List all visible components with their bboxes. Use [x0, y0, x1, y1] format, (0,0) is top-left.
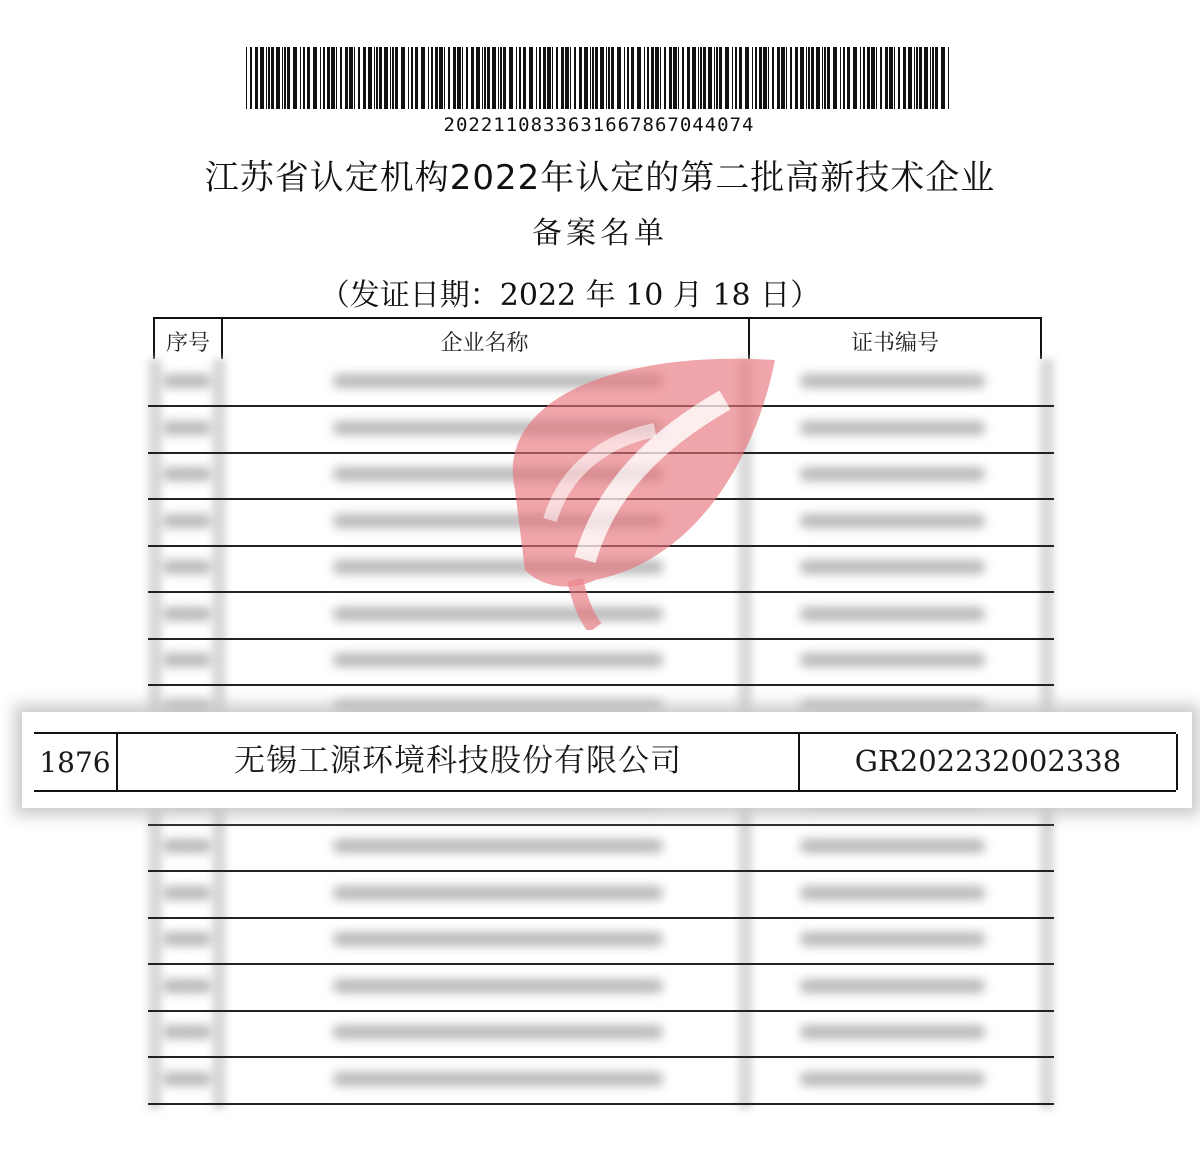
redacted-seq	[162, 979, 212, 993]
barcode-bar	[735, 47, 737, 109]
barcode-bar	[287, 47, 290, 109]
barcode-bar	[255, 47, 258, 109]
barcode-bar	[924, 47, 928, 109]
barcode-bar	[392, 47, 394, 109]
redacted-company-name	[333, 886, 663, 900]
barcode-bar	[795, 47, 798, 109]
barcode-bar	[871, 47, 875, 109]
barcode-bar	[876, 47, 877, 109]
barcode-bar	[498, 47, 499, 109]
redacted-company-name	[333, 932, 663, 946]
barcode-bar	[768, 47, 769, 109]
barcode-bar	[637, 47, 641, 109]
barcode-bar	[457, 47, 461, 109]
redacted-seq	[162, 653, 212, 667]
barcode-bar	[552, 47, 553, 109]
barcode-bar	[327, 47, 330, 109]
barcode-bar	[777, 47, 780, 109]
barcode-bar	[708, 47, 712, 109]
barcode-bar	[624, 47, 625, 109]
barcode-bar	[484, 47, 486, 109]
barcode-bar	[503, 47, 506, 109]
barcode-bar	[755, 47, 757, 109]
barcode-bar	[529, 47, 533, 109]
barcode-bar	[570, 47, 571, 109]
barcode-bar	[300, 47, 301, 109]
header-company-name: 企业名称	[221, 319, 750, 359]
barcode-bar	[384, 47, 388, 109]
barcode-bar	[363, 47, 366, 109]
redacted-company-name	[333, 839, 663, 853]
highlighted-seq: 1876	[34, 734, 118, 790]
redacted-row	[148, 638, 1054, 686]
barcode-bar	[268, 47, 270, 109]
barcode-bar	[880, 47, 882, 109]
highlighted-certificate-number: GR202232002338	[800, 734, 1178, 790]
redacted-company-name	[333, 653, 663, 667]
barcode-bar	[627, 47, 629, 109]
redacted-certificate	[800, 1072, 985, 1086]
barcode-bar	[860, 47, 861, 109]
redacted-seq	[162, 1072, 212, 1086]
barcode-bar	[698, 47, 699, 109]
barcode-bar	[863, 47, 865, 109]
barcode-bar	[655, 47, 659, 109]
redacted-seq	[162, 514, 212, 528]
barcode-bar	[800, 47, 804, 109]
barcode-bar	[519, 47, 521, 109]
barcode-bar	[611, 47, 614, 109]
barcode-bar	[673, 47, 677, 109]
barcode-bar	[647, 47, 649, 109]
barcode-bar	[703, 47, 706, 109]
barcode-bar	[606, 47, 607, 109]
barcode-bar	[763, 47, 767, 109]
redacted-row	[148, 1010, 1054, 1058]
barcode-bar	[806, 47, 807, 109]
barcode-bar	[307, 47, 310, 109]
redacted-company-name	[333, 1072, 663, 1086]
barcode-bar	[379, 47, 382, 109]
highlighted-row	[22, 712, 1192, 808]
barcode-bar	[536, 47, 537, 109]
barcode-bar	[678, 47, 679, 109]
barcode-bar	[579, 47, 582, 109]
barcode-bar	[644, 47, 645, 109]
barcode-bar	[444, 47, 445, 109]
barcode-bar	[293, 47, 297, 109]
barcode-bar	[401, 47, 405, 109]
barcode-bar	[700, 47, 702, 109]
redacted-seq	[162, 421, 212, 435]
barcode-bar	[827, 47, 830, 109]
barcode-bar	[561, 47, 564, 109]
barcode-bar	[266, 47, 267, 109]
barcode-bar	[547, 47, 551, 109]
barcode-bar	[840, 47, 841, 109]
barcode-bar	[271, 47, 274, 109]
barcode-bar	[808, 47, 810, 109]
barcode-bar	[716, 47, 718, 109]
barcode-bar	[509, 47, 513, 109]
barcode-number: 2022110833631667867044074	[443, 114, 755, 136]
barcode-bar	[822, 47, 823, 109]
barcode-bar	[250, 47, 252, 109]
barcode-bar	[941, 47, 945, 109]
barcode-bar	[772, 47, 774, 109]
highlighted-company-name: 无锡工源环境科技股份有限公司	[118, 734, 800, 790]
document-subtitle: 备案名单	[532, 216, 668, 251]
barcode-bar	[885, 47, 888, 109]
barcode-bar	[492, 47, 496, 109]
document-title: 江苏省认定机构2022年认定的第二批高新技术企业	[204, 158, 996, 198]
barcode-bar	[260, 47, 264, 109]
barcode-bar	[816, 47, 820, 109]
barcode-bar	[390, 47, 391, 109]
barcode-bar	[669, 47, 672, 109]
barcode-bar	[500, 47, 502, 109]
barcode-bar	[725, 47, 729, 109]
barcode-bar	[336, 47, 337, 109]
barcode-bar	[482, 47, 483, 109]
redacted-certificate	[800, 514, 985, 528]
barcode-bar	[374, 47, 375, 109]
redacted-company-name	[333, 979, 663, 993]
barcode-bar	[415, 47, 418, 109]
barcode-bar	[664, 47, 666, 109]
redacted-certificate	[800, 979, 985, 993]
barcode-bar	[471, 47, 474, 109]
redacted-certificate	[800, 1025, 985, 1039]
barcode-bar	[930, 47, 931, 109]
barcode-bar	[246, 47, 247, 109]
redacted-seq	[162, 839, 212, 853]
barcode-bar	[523, 47, 526, 109]
redacted-row	[148, 824, 1054, 872]
barcode-bar	[439, 47, 443, 109]
barcode-bar	[692, 47, 696, 109]
barcode-bar	[435, 47, 438, 109]
barcode-bar	[349, 47, 353, 109]
redacted-certificate	[800, 560, 985, 574]
barcode-bar	[608, 47, 610, 109]
barcode-bar	[376, 47, 378, 109]
barcode-bar	[345, 47, 348, 109]
barcode-bar	[824, 47, 826, 109]
barcode-bar	[752, 47, 753, 109]
barcode-bar	[584, 47, 588, 109]
redacted-company-name	[333, 1025, 663, 1039]
barcode-bar	[759, 47, 762, 109]
redacted-seq	[162, 1025, 212, 1039]
highlighted-row-table	[34, 732, 1176, 792]
header-seq: 序号	[155, 319, 223, 359]
barcode-bar	[462, 47, 463, 109]
barcode-bar	[908, 47, 912, 109]
barcode-bar	[421, 47, 425, 109]
barcode-bar	[732, 47, 733, 109]
barcode-bar	[282, 47, 283, 109]
barcode-bar	[935, 47, 938, 109]
barcode-bar	[919, 47, 922, 109]
redacted-certificate	[800, 467, 985, 481]
redacted-seq	[162, 932, 212, 946]
barcode-bar	[631, 47, 634, 109]
redacted-certificate	[800, 932, 985, 946]
barcode-bar	[590, 47, 591, 109]
redacted-row	[148, 1057, 1054, 1105]
redacted-seq	[162, 560, 212, 574]
redacted-row	[148, 917, 1054, 965]
barcode-bar	[431, 47, 433, 109]
barcode-bar	[476, 47, 480, 109]
barcode-bar	[651, 47, 654, 109]
redacted-seq	[162, 607, 212, 621]
barcode-bar	[313, 47, 317, 109]
barcode-bar	[660, 47, 661, 109]
barcode-bar	[368, 47, 372, 109]
barcode-bar	[914, 47, 915, 109]
barcode-bar	[948, 47, 949, 109]
barcode-bar	[595, 47, 598, 109]
barcode-bar	[600, 47, 604, 109]
barcode-bar	[466, 47, 468, 109]
barcode-bar	[843, 47, 845, 109]
barcode-bar	[487, 47, 490, 109]
barcode-bar	[833, 47, 837, 109]
barcode-bar	[574, 47, 576, 109]
redacted-certificate	[800, 839, 985, 853]
barcode-bar	[682, 47, 684, 109]
barcode-bar	[932, 47, 934, 109]
barcode-bar	[781, 47, 785, 109]
barcode-bar	[894, 47, 895, 109]
barcode-bar	[303, 47, 305, 109]
barcode-bar	[411, 47, 413, 109]
barcode	[246, 47, 952, 109]
redacted-row	[148, 871, 1054, 919]
barcode-bar	[448, 47, 450, 109]
redacted-row	[148, 964, 1054, 1012]
redacted-certificate	[800, 374, 985, 388]
redacted-certificate	[800, 607, 985, 621]
redacted-certificate	[800, 421, 985, 435]
redacted-seq	[162, 467, 212, 481]
barcode-bar	[687, 47, 690, 109]
redacted-seq	[162, 886, 212, 900]
barcode-bar	[898, 47, 900, 109]
barcode-bar	[284, 47, 286, 109]
barcode-bar	[395, 47, 398, 109]
barcode-bar	[790, 47, 792, 109]
barcode-bar	[867, 47, 870, 109]
barcode-bar	[565, 47, 569, 109]
barcode-bar	[539, 47, 541, 109]
redacted-certificate	[800, 886, 985, 900]
barcode-bar	[592, 47, 594, 109]
barcode-bar	[719, 47, 722, 109]
barcode-bar	[408, 47, 409, 109]
barcode-bar	[714, 47, 715, 109]
barcode-bar	[556, 47, 558, 109]
barcode-bar	[453, 47, 456, 109]
barcode-bar	[847, 47, 850, 109]
barcode-bar	[745, 47, 749, 109]
red-leaf-watermark-icon	[455, 340, 785, 630]
barcode-bar	[276, 47, 280, 109]
barcode-bar	[358, 47, 360, 109]
barcode-bar	[331, 47, 335, 109]
barcode-bar	[916, 47, 918, 109]
barcode-bar	[340, 47, 342, 109]
barcode-bar	[320, 47, 321, 109]
redacted-certificate	[800, 653, 985, 667]
barcode-bar	[543, 47, 546, 109]
barcode-bar	[853, 47, 857, 109]
barcode-bar	[903, 47, 906, 109]
barcode-bar	[428, 47, 429, 109]
barcode-bar	[354, 47, 355, 109]
barcode-bar	[516, 47, 517, 109]
redacted-seq	[162, 374, 212, 388]
header-certificate-number: 证书编号	[850, 331, 939, 356]
barcode-bar	[323, 47, 325, 109]
barcode-bar	[811, 47, 814, 109]
issue-date: （发证日期：2022 年 10 月 18 日）	[319, 278, 821, 313]
barcode-bar	[786, 47, 787, 109]
barcode-bar	[739, 47, 742, 109]
barcode-bar	[617, 47, 621, 109]
barcode-bar	[889, 47, 893, 109]
